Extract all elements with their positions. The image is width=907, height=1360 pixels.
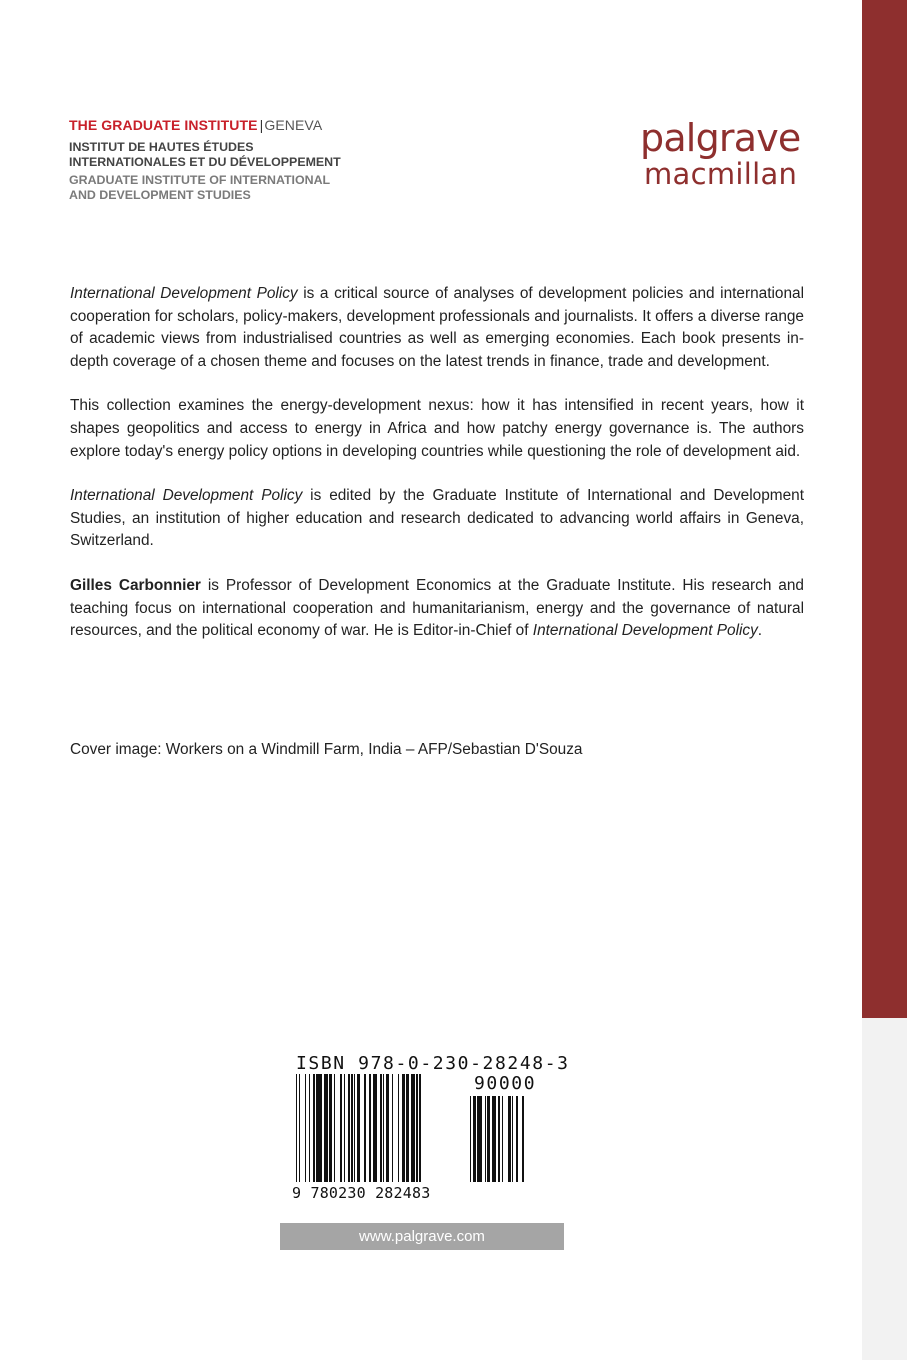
barcode-bar — [364, 1074, 365, 1182]
barcode-bar — [392, 1074, 393, 1182]
author-bio-end: . — [757, 622, 763, 640]
ean-number: 9 780230 282483 — [292, 1184, 431, 1202]
cover-image-credit: Cover image: Workers on a Windmill Farm, India – AFP/Sebastian D'Souza — [70, 741, 583, 758]
barcode-bar — [305, 1074, 306, 1182]
barcode-bar — [485, 1096, 486, 1182]
price-addon-number: 90000 — [474, 1073, 537, 1094]
institute-title-separator: | — [259, 117, 264, 133]
barcode-bar — [351, 1074, 352, 1182]
author-name: Gilles Carbonnier — [70, 576, 201, 594]
book-description — [70, 283, 804, 665]
series-title: International Development Policy — [70, 285, 298, 302]
author-bio-text: is Professor of Development Economics at the Graduate Institute. His research and teaching focus on international cooperation and humanitarianism, energy and the governance of natural resources, and the political economy of war. He is Editor-in-Chief of — [70, 576, 804, 640]
barcode-bar — [383, 1074, 384, 1182]
barcode-bar — [402, 1074, 405, 1182]
barcode-bar — [477, 1096, 481, 1182]
description-text: is edited by the Graduate Institute of International and Development Studies, an institution of higher education and research dedicated to advancing world affairs in Geneva, Switzerland. — [70, 487, 804, 550]
barcode-bar — [380, 1074, 381, 1182]
barcode-bar — [299, 1074, 300, 1182]
institute-french-name: INSTITUT DE HAUTES ÉTUDES INTERNATIONALES ET DU DÉVELOPPEMENT — [69, 140, 341, 169]
isbn-label: ISBN 978-0-230-28248-3 — [296, 1053, 570, 1074]
barcode-bar — [512, 1096, 513, 1182]
description-text: is a critical source of analyses of development policies and international cooperation for scholars, policy-makers, development professionals and journalists. It offers a diverse range of academic views from industrialised countries as well as emerging economies. Each book presents in-depth coverage of a chosen theme and focuses on the latest trends in finance, trade and development. — [70, 285, 805, 370]
publisher-logo — [640, 116, 820, 192]
barcode-bar — [309, 1074, 310, 1182]
institute-title-name: THE GRADUATE INSTITUTE — [69, 117, 258, 133]
publisher-logo-line1: palgrave — [640, 116, 801, 160]
barcode-bar — [487, 1096, 490, 1182]
barcode-bar — [516, 1096, 517, 1182]
ean-barcode — [296, 1074, 430, 1182]
description-paragraph-1 — [70, 283, 804, 373]
institute-english-name: GRADUATE INSTITUTE OF INTERNATIONAL AND DEVELOPMENT STUDIES — [69, 173, 331, 202]
barcode-bar — [473, 1096, 476, 1182]
barcode-bar — [398, 1074, 399, 1182]
barcode-bar — [502, 1096, 503, 1182]
barcode-bar — [344, 1074, 345, 1182]
barcode-bar — [334, 1074, 335, 1182]
series-title: International Development Policy — [532, 622, 758, 640]
barcode-bar — [508, 1096, 511, 1182]
barcode-bar — [296, 1074, 297, 1182]
barcode-bar — [340, 1074, 343, 1182]
barcode-bar — [316, 1074, 322, 1182]
price-addon-barcode — [470, 1096, 546, 1182]
barcode-bar — [369, 1074, 372, 1182]
barcode-bar — [492, 1096, 496, 1182]
spine-lower-strip — [862, 1018, 907, 1360]
institute-title-city: GENEVA — [264, 117, 323, 133]
institute-title — [69, 117, 409, 133]
barcode-bar — [324, 1074, 328, 1182]
barcode-bar — [411, 1074, 415, 1182]
barcode-bar — [354, 1074, 355, 1182]
spine-stripe — [862, 0, 907, 1018]
barcode-bar — [348, 1074, 349, 1182]
barcode-bar — [470, 1096, 471, 1182]
barcode-bar — [406, 1074, 409, 1182]
description-paragraph-2: This collection examines the energy-development nexus: how it has intensified in recent years, how it shapes geopolitics and access to energy in Africa and how patchy energy governance is. The authors explore today's energy policy options in developing countries while questioning the role of development aid. — [70, 397, 804, 460]
institute-logo — [69, 117, 409, 202]
barcode-bar — [498, 1096, 501, 1182]
barcode-bar — [329, 1074, 332, 1182]
barcode-bar — [357, 1074, 360, 1182]
barcode-bar — [313, 1074, 314, 1182]
barcode-bar — [419, 1074, 420, 1182]
barcode-bar — [373, 1074, 377, 1182]
barcode-bar — [386, 1074, 389, 1182]
barcode-bar — [416, 1074, 417, 1182]
publisher-logo-line2: macmillan — [644, 157, 798, 191]
description-paragraph-3 — [70, 485, 804, 553]
barcode-bar — [522, 1096, 523, 1182]
author-bio — [70, 575, 804, 643]
series-title: International Development Policy — [70, 487, 303, 505]
website-url: www.palgrave.com — [280, 1223, 564, 1250]
